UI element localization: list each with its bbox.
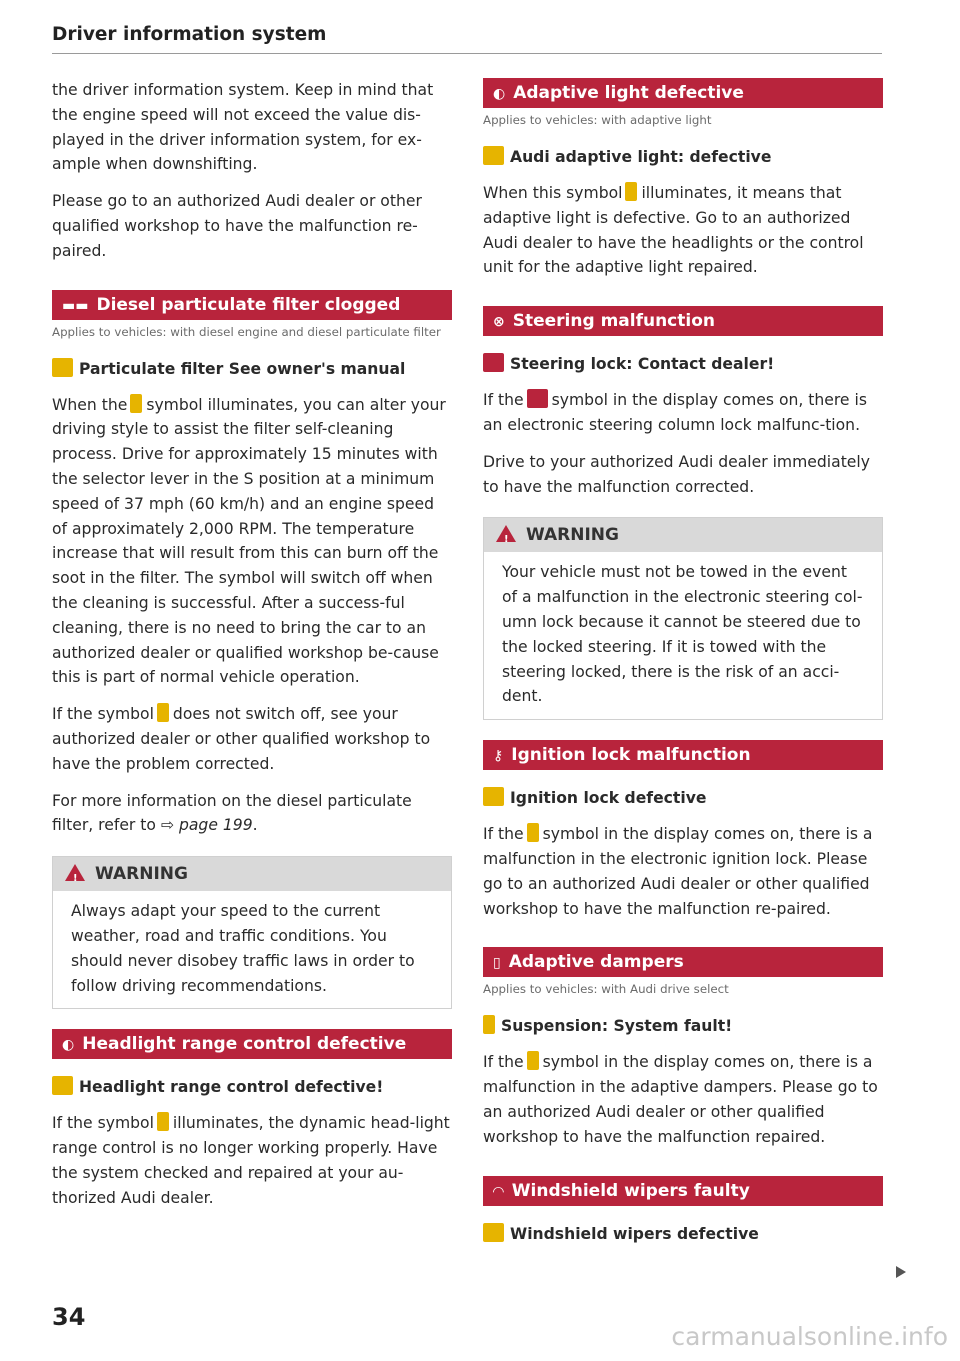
dampers-paragraph: If the symbol in the display comes on, there is a malfunction in the adaptive dampers. Please go to an authorized Audi dealer or other qualified workshop to have the malfunction repaired. xyxy=(483,1053,878,1146)
steering-message-heading: Steering lock: Contact dealer! xyxy=(483,352,883,376)
ignition-key-icon xyxy=(483,787,504,806)
headlight-range-icon xyxy=(52,1076,73,1095)
section-banner-steering: ⊗ Steering malfunction xyxy=(483,306,883,336)
ignition-message-heading: Ignition lock defective xyxy=(483,786,883,810)
intro-paragraph-2: Please go to an authorized Audi dealer or other qualified workshop to have the malfunction re-paired. xyxy=(52,192,422,260)
adaptive-light-icon xyxy=(625,182,637,201)
headlight-range-icon: ◐ xyxy=(62,1037,75,1054)
headlight-paragraph: If the symbol illuminates, the dynamic head-light range control is no longer working properly. Have the system checked and repaired at your au-thorized Audi dealer. xyxy=(52,1114,450,1207)
page-number: 34 xyxy=(52,1303,86,1331)
section-banner-dampers: ▯ Adaptive dampers xyxy=(483,947,883,977)
wiper-icon: ◠ xyxy=(493,1183,504,1200)
warning-triangle-icon xyxy=(496,525,516,542)
suspension-icon xyxy=(527,1051,539,1070)
section-banner-headlight: ◐ Headlight range control defective xyxy=(52,1029,452,1059)
dpf-message-heading: Particulate filter See owner's manual xyxy=(52,357,452,381)
steering-lock-icon xyxy=(527,389,548,408)
section-banner-adaptive-light: ◐ Adaptive light defective xyxy=(483,78,883,108)
warning-title: !WARNING xyxy=(484,518,882,552)
applies-to-note: Applies to vehicles: with Audi drive select xyxy=(483,982,729,997)
right-column xyxy=(483,78,883,1258)
ignition-paragraph: If the symbol in the display comes on, there is a malfunction in the electronic ignition lock. Please go to an authorized Audi dealer or other qualified workshop to have the malfunction re-paired. xyxy=(483,825,873,918)
steering-lock-icon: ⊗ xyxy=(493,314,505,331)
particulate-filter-icon xyxy=(130,394,142,413)
warning-triangle-icon xyxy=(65,864,85,881)
suspension-icon: ▯ xyxy=(493,955,501,972)
intro-paragraph: the driver information system. Keep in mind that the engine speed will not exceed the value dis-played in the driver information system, for ex-ample when downshifting. xyxy=(52,81,434,174)
particulate-filter-icon: ▬▬ xyxy=(62,297,89,314)
ignition-key-icon xyxy=(527,823,539,842)
suspension-icon xyxy=(483,1015,495,1034)
continue-arrow-icon xyxy=(896,1266,906,1278)
ignition-key-icon: ⚷ xyxy=(493,748,504,765)
headlight-message-heading: Headlight range control defective! xyxy=(52,1075,452,1099)
headlight-range-icon xyxy=(157,1112,169,1131)
warning-title: !WARNING xyxy=(53,857,451,891)
applies-to-note: Applies to vehicles: with adaptive light xyxy=(483,113,712,127)
steering-lock-icon xyxy=(483,353,504,372)
adaptive-light-icon xyxy=(483,146,504,165)
watermark: carmanualsonline.info xyxy=(671,1322,948,1351)
dpf-paragraph-2: If the symbol does not switch off, see your authorized dealer or other qualified workshop to have the problem corrected. xyxy=(52,705,431,773)
warning-box xyxy=(483,517,883,720)
adaptive-light-message-heading: Audi adaptive light: defective xyxy=(483,145,883,169)
wiper-icon xyxy=(483,1223,504,1242)
dpf-paragraph-1: When the symbol illuminates, you can alter your driving style to assist the filter self-cleaning process. Drive for approximately 15 minutes with the selector lever in the S position at a minimum speed of 37 mph (60 km/h) and an engine speed of approximately 2,000 RPM. The temperature increase that will result from this can burn off the soot in the filter. The symbol will switch off when the cleaning is successful. After a success-ful cleaning, there is no need to bring the car to an authorized dealer or qualified workshop be-cause this is part of normal vehicle operation. xyxy=(52,395,446,687)
page-header xyxy=(52,24,882,54)
section-title: Driver information system xyxy=(52,24,327,45)
section-banner-ignition: ⚷ Ignition lock malfunction xyxy=(483,740,883,770)
section-banner-dpf: ▬▬ Diesel particulate filter clogged xyxy=(52,290,452,320)
dampers-message-heading: Suspension: System fault! xyxy=(483,1014,883,1038)
left-column xyxy=(52,78,452,1223)
particulate-filter-icon xyxy=(157,703,169,722)
wipers-message-heading: Windshield wipers defective xyxy=(483,1222,883,1246)
dpf-paragraph-3: For more information on the diesel particulate filter, refer to ⇨ page 199. xyxy=(52,791,412,835)
warning-box xyxy=(52,856,452,1009)
section-banner-wipers: ◠ Windshield wipers faulty xyxy=(483,1176,883,1206)
adaptive-light-icon: ◐ xyxy=(493,86,506,102)
steering-paragraph-1: If the symbol in the display comes on, there is an electronic steering column lock malfunc-tion. xyxy=(483,391,867,434)
particulate-filter-icon xyxy=(52,358,73,377)
applies-to-note: Applies to vehicles: with diesel engine and diesel particulate filter xyxy=(52,324,441,339)
adaptive-light-paragraph: When this symbol illuminates, it means that adaptive light is defective. Go to an authorized Audi dealer to have the headlights or the control unit for the adaptive light repaired. xyxy=(483,184,864,277)
steering-paragraph-2: Drive to your authorized Audi dealer immediately to have the malfunction corrected. xyxy=(483,452,870,496)
page-reference-link[interactable]: ⇨ page 199 xyxy=(160,816,253,835)
warning-body: Your vehicle must not be towed in the event of a malfunction in the electronic steering col-umn lock because it cannot be steered due to the locked steering. If it is towed with the steering locked, there is the risk of an acci-dent. xyxy=(502,563,863,706)
warning-body: Always adapt your speed to the current weather, road and traffic conditions. You should never disobey traffic laws in order to follow driving recommendations. xyxy=(71,902,415,995)
